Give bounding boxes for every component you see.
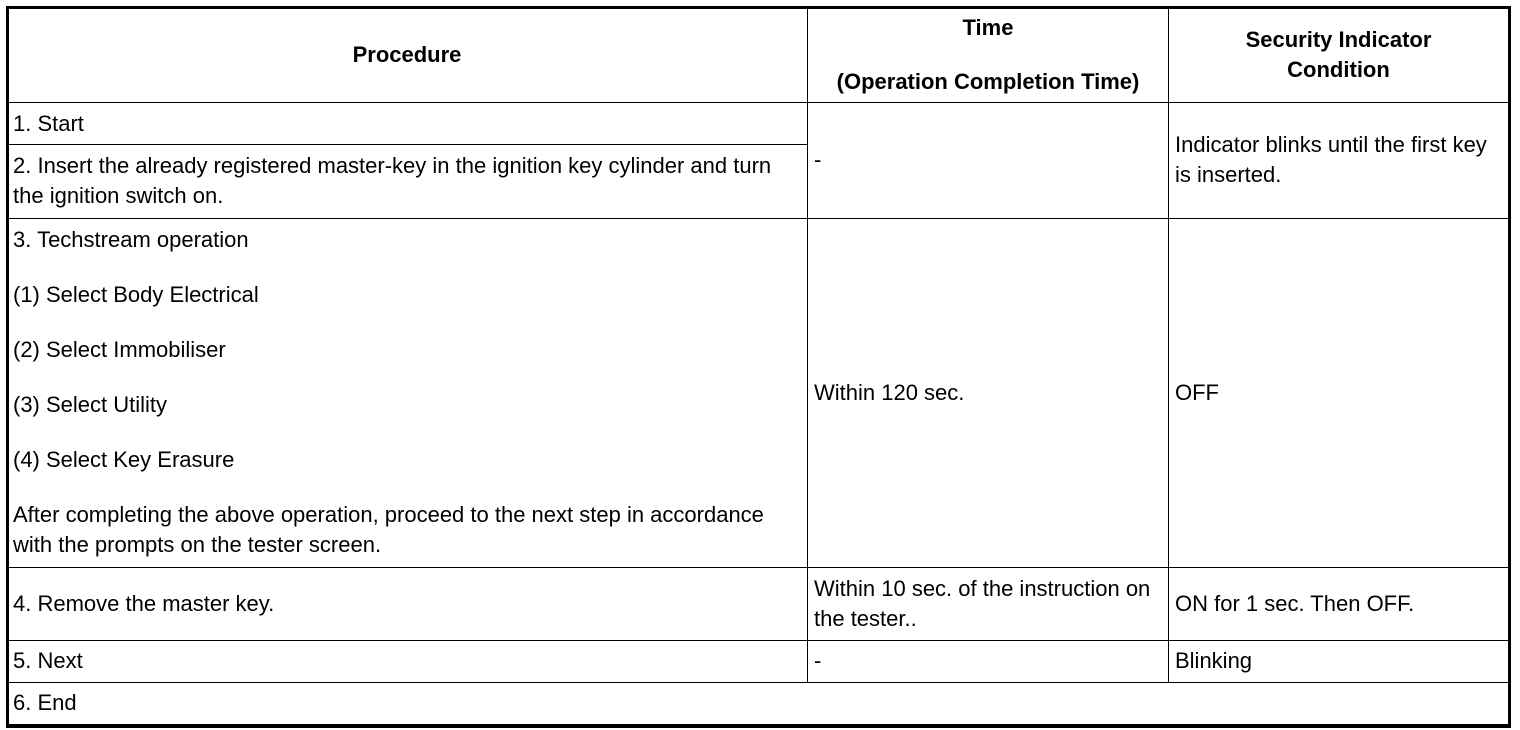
procedure-substep: (4) Select Key Erasure [13,447,235,473]
indicator-header-sublabel: Condition [1287,56,1390,82]
table-outer-border [6,6,1511,728]
indicator-cell: ON for 1 sec. Then OFF. [1169,567,1509,640]
indicator-header-label: Security Indicator [1245,26,1432,52]
time-header-label: Time [962,14,1014,40]
time-cell: - [808,103,1169,218]
procedure-text: 2. Insert the already registered master-key in the ignition key cylinder and turn the ignition switch on. [13,153,772,209]
procedure-cell: 6. End [7,682,1509,724]
time-cell: Within 10 sec. of the instruction on the tester.. [808,567,1169,640]
procedure-step-title: 3. Techstream operation [13,227,249,253]
procedure-cell: 5. Next [7,640,808,682]
procedure-note: After completing the above operation, proceed to the next step in accordance with the prompts on the tester screen. [13,502,764,558]
indicator-cell: Blinking [1169,640,1509,682]
procedure-substep: (1) Select Body Electrical [13,282,259,308]
procedure-header-label: Procedure [352,41,462,67]
indicator-cell: OFF [1169,218,1509,567]
procedure-substep: (3) Select Utility [13,392,168,418]
time-header-sublabel: (Operation Completion Time) [836,68,1140,94]
procedure-cell: 1. Start [7,103,808,145]
procedure-cell: 4. Remove the master key. [7,567,808,640]
indicator-cell: Indicator blinks until the first key is inserted. [1169,103,1509,218]
time-cell: - [808,640,1169,682]
procedure-substep: (2) Select Immobiliser [13,337,226,363]
time-cell: Within 120 sec. [808,218,1169,567]
